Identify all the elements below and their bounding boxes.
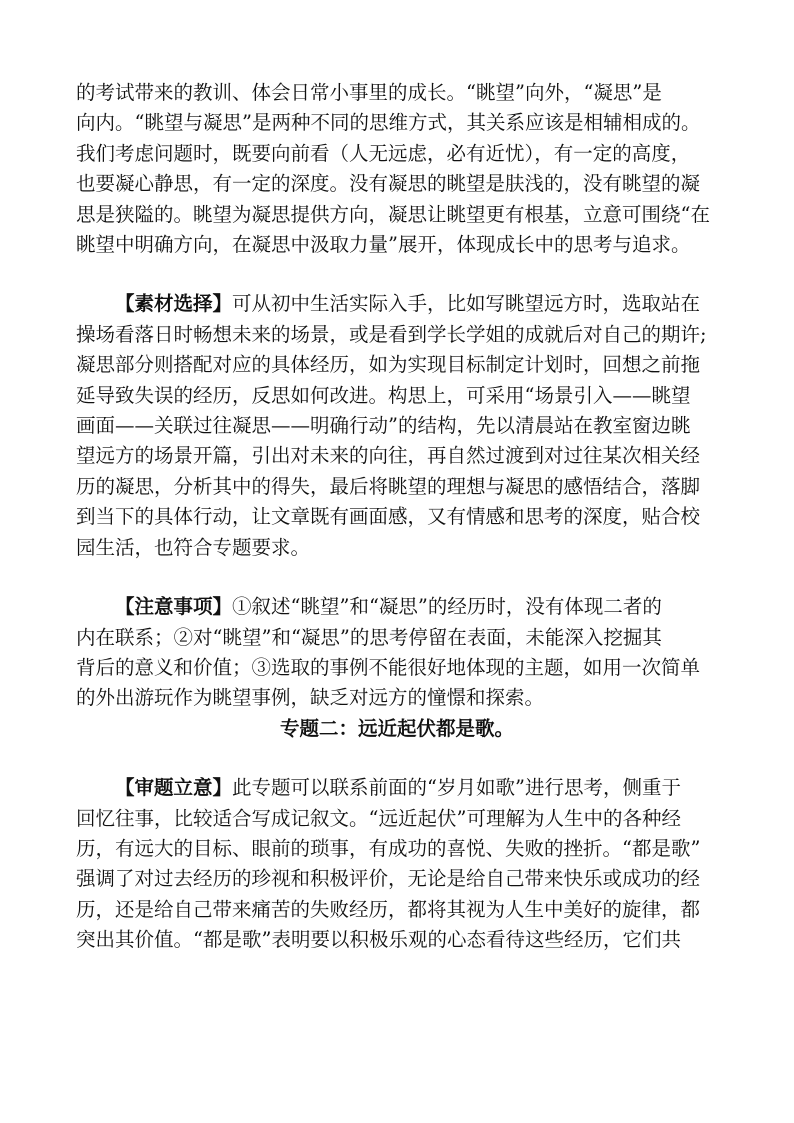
text-line: 历，还是给自己带来痛苦的失败经历，都将其视为人生中美好的旋律，都: [76, 897, 701, 921]
section-label-material: 【素材选择】: [115, 292, 233, 316]
paragraph-gap: [76, 744, 718, 773]
paragraph-notes: [76, 592, 718, 714]
text-line: 我们考虑问题时，既要向前看（人无远虑，必有近忧），有一定的高度，: [76, 141, 691, 165]
text-line: 向内。“眺望与凝思”是两种不同的思维方式，其关系应该是相辅相成的。: [76, 111, 701, 135]
paragraph-gap: [76, 563, 718, 592]
section-label-review: 【审题立意】: [115, 776, 233, 800]
topic-heading: 专题二：远近起伏都是歌。: [279, 716, 514, 740]
text-line: [76, 592, 718, 622]
text-run: 可从初中生活实际入手，比如写眺望远方时，选取站在: [232, 292, 701, 316]
paragraph-material-selection: [76, 289, 718, 563]
text-line: 内在联系；②对“眺望”和“凝思”的思考停留在表面，未能深入挖掘其: [76, 625, 662, 649]
text-line: 凝思部分则搭配对应的具体经历，如为实现目标制定计划时，回想之前拖: [76, 353, 701, 377]
text-line: 的考试带来的教训、体会日常小事里的成长。“眺望”向外，“凝思”是: [76, 81, 662, 104]
text-line: 到当下的具体行动，让文章既有画面感，又有情感和思考的深度，贴合校: [76, 505, 701, 529]
document-page: [76, 78, 718, 956]
text-run: 此专题可以联系前面的“岁月如歌”进行思考，侧重于: [232, 776, 681, 800]
text-line: 强调了对过去经历的珍视和积极评价，无论是给自己带来快乐或成功的经: [76, 867, 701, 891]
paragraph-intent-continued: [76, 78, 718, 260]
text-line: 思是狭隘的。眺望为凝思提供方向，凝思让眺望更有根基，立意可围绕“在: [76, 202, 710, 226]
text-line: 望远方的场景开篇，引出对未来的向往，再自然过渡到对过往某次相关经: [76, 444, 701, 468]
section-label-notes: 【注意事项】: [115, 595, 233, 619]
text-line: 眺望中明确方向，在凝思中汲取力量”展开，体现成长中的思考与追求。: [76, 233, 691, 257]
text-line: 延导致失误的经历，反思如何改进。构思上，可采用“场景引入——眺望: [76, 383, 691, 407]
text-line: 操场看落日时畅想未来的场景，或是看到学长学姐的成就后对自己的期许;: [76, 322, 707, 346]
text-line: 背后的意义和价值；③选取的事例不能很好地体现的主题，如用一次简单: [76, 655, 701, 679]
paragraph-gap: [76, 260, 718, 289]
text-line: 画面——关联过往凝思——明确行动”的结构，先以清晨站在教室窗边眺: [76, 414, 691, 438]
text-line: 回忆往事，比较适合写成记叙文。“远近起伏”可理解为人生中的各种经: [76, 806, 681, 830]
text-line: 也要凝心静思，有一定的深度。没有凝思的眺望是肤浅的，没有眺望的凝: [76, 172, 701, 196]
text-line: 园生活，也符合专题要求。: [76, 535, 311, 559]
text-line: 突出其价值。“都是歌”表明要以积极乐观的心态看待这些经历，它们共: [76, 928, 681, 952]
text-line: 历，有远大的目标、眼前的琐事，有成功的喜悦、失败的挫折。“都是歌”: [76, 836, 701, 860]
text-line: 历的凝思，分析其中的得失，最后将眺望的理想与凝思的感悟结合，落脚: [76, 474, 701, 498]
text-line: [76, 289, 718, 319]
text-run: ①叙述“眺望”和“凝思”的经历时，没有体现二者的: [232, 595, 662, 619]
text-line: 的外出游玩作为眺望事例，缺乏对远方的憧憬和探索。: [76, 686, 545, 710]
text-line: [76, 773, 718, 803]
paragraph-review-intent: [76, 773, 718, 955]
